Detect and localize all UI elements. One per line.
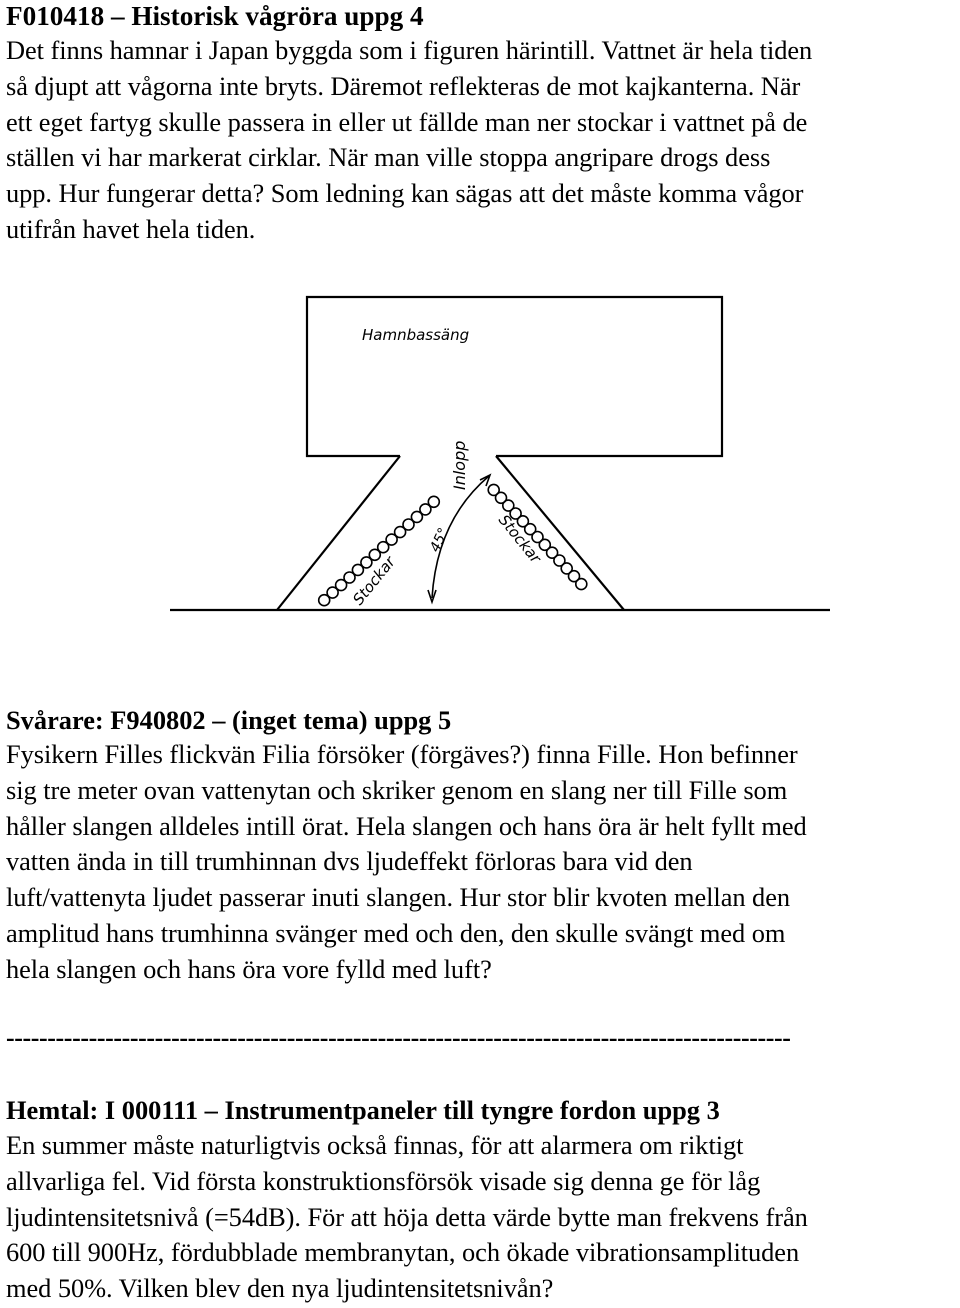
problem3-title: Hemtal: I 000111 – Instrumentpaneler till tyngre fordon uppg 3 (6, 1095, 720, 1125)
problem3-line: med 50%. Vilken blev den nya ljudintensitetsnivån? (6, 1273, 554, 1304)
problem1-line: ställen vi har markerat cirklar. När man ville stoppa angripare drogs dess (6, 142, 771, 173)
problem1-line: utifrån havet hela tiden. (6, 213, 256, 244)
problem3-line: allvarliga fel. Vid första konstruktionsförsök visade sig denna ge för låg (6, 1165, 761, 1196)
log-circle (319, 595, 330, 606)
problem2-line: Fysikern Filles flickvän Filia försöker (förgäves?) finna Fille. Hon befinner (6, 739, 798, 769)
problem2-line: håller slangen alldeles intill örat. Hela slangen och hans öra är helt fyllt med (6, 810, 807, 841)
problem3-line: ljudintensitetsnivå (=54dB). För att höja detta värde bytte man frekvens från (6, 1201, 808, 1232)
basin-label: Hamnbassäng (362, 326, 470, 344)
problem2-line: amplitud hans trumhinna svänger med och den, den skulle svängt med om (6, 917, 786, 948)
right-logs (488, 484, 587, 589)
problem2-line: luft/vattenyta ljudet passerar inuti slangen. Hur stor blir kvoten mellan den (6, 882, 791, 913)
problem1-line: upp. Hur fungerar detta? Som ledning kan sägas att det måste komma vågor (6, 178, 804, 209)
angle-label: 45° (427, 525, 453, 555)
problem2-text (6, 737, 956, 988)
right-logs-label: Stockar (494, 511, 545, 567)
log-circle (576, 579, 587, 590)
left-logs (319, 496, 440, 605)
problem3-line: 600 till 900Hz, fördubblade membranytan, och ökade vibrationsamplituden (6, 1237, 800, 1268)
problem1-line: så djupt att vågorna inte bryts. Däremot reflekteras de mot kajkanterna. När (6, 70, 801, 101)
problem3-text (6, 1128, 956, 1307)
problem2-line: hela slangen och hans öra vore fylld med luft? (6, 953, 492, 984)
problem1-line: ett eget fartyg skulle passera in eller ut fällde man ner stockar i vattnet på de (6, 106, 808, 137)
problem2-line: sig tre meter ovan vattenytan och skriker genom en slang ner till Fille som (6, 774, 788, 805)
problem1-title: F010418 – Historisk vågröra uppg 4 (6, 1, 424, 31)
harbor-basin-outline (307, 297, 722, 456)
separator-line: ----------------------------------------------------------------------------------------------- (6, 1023, 791, 1052)
left-logs-label: Stockar (349, 552, 399, 609)
inlet-label: Inlopp (450, 440, 469, 490)
problem1-line: Det finns hamnar i Japan byggda som i figuren härintill. Vattnet är hela tiden (6, 35, 813, 65)
left-breakwater (277, 456, 400, 610)
problem2-title: Svårare: F940802 – (inget tema) uppg 5 (6, 705, 452, 735)
problem2-line: vatten ända in till trumhinnan dvs ljudeffekt förloras bara vid den (6, 846, 693, 877)
problem3-line: En summer måste naturligtvis också finnas, för att alarmera om riktigt (6, 1130, 744, 1160)
